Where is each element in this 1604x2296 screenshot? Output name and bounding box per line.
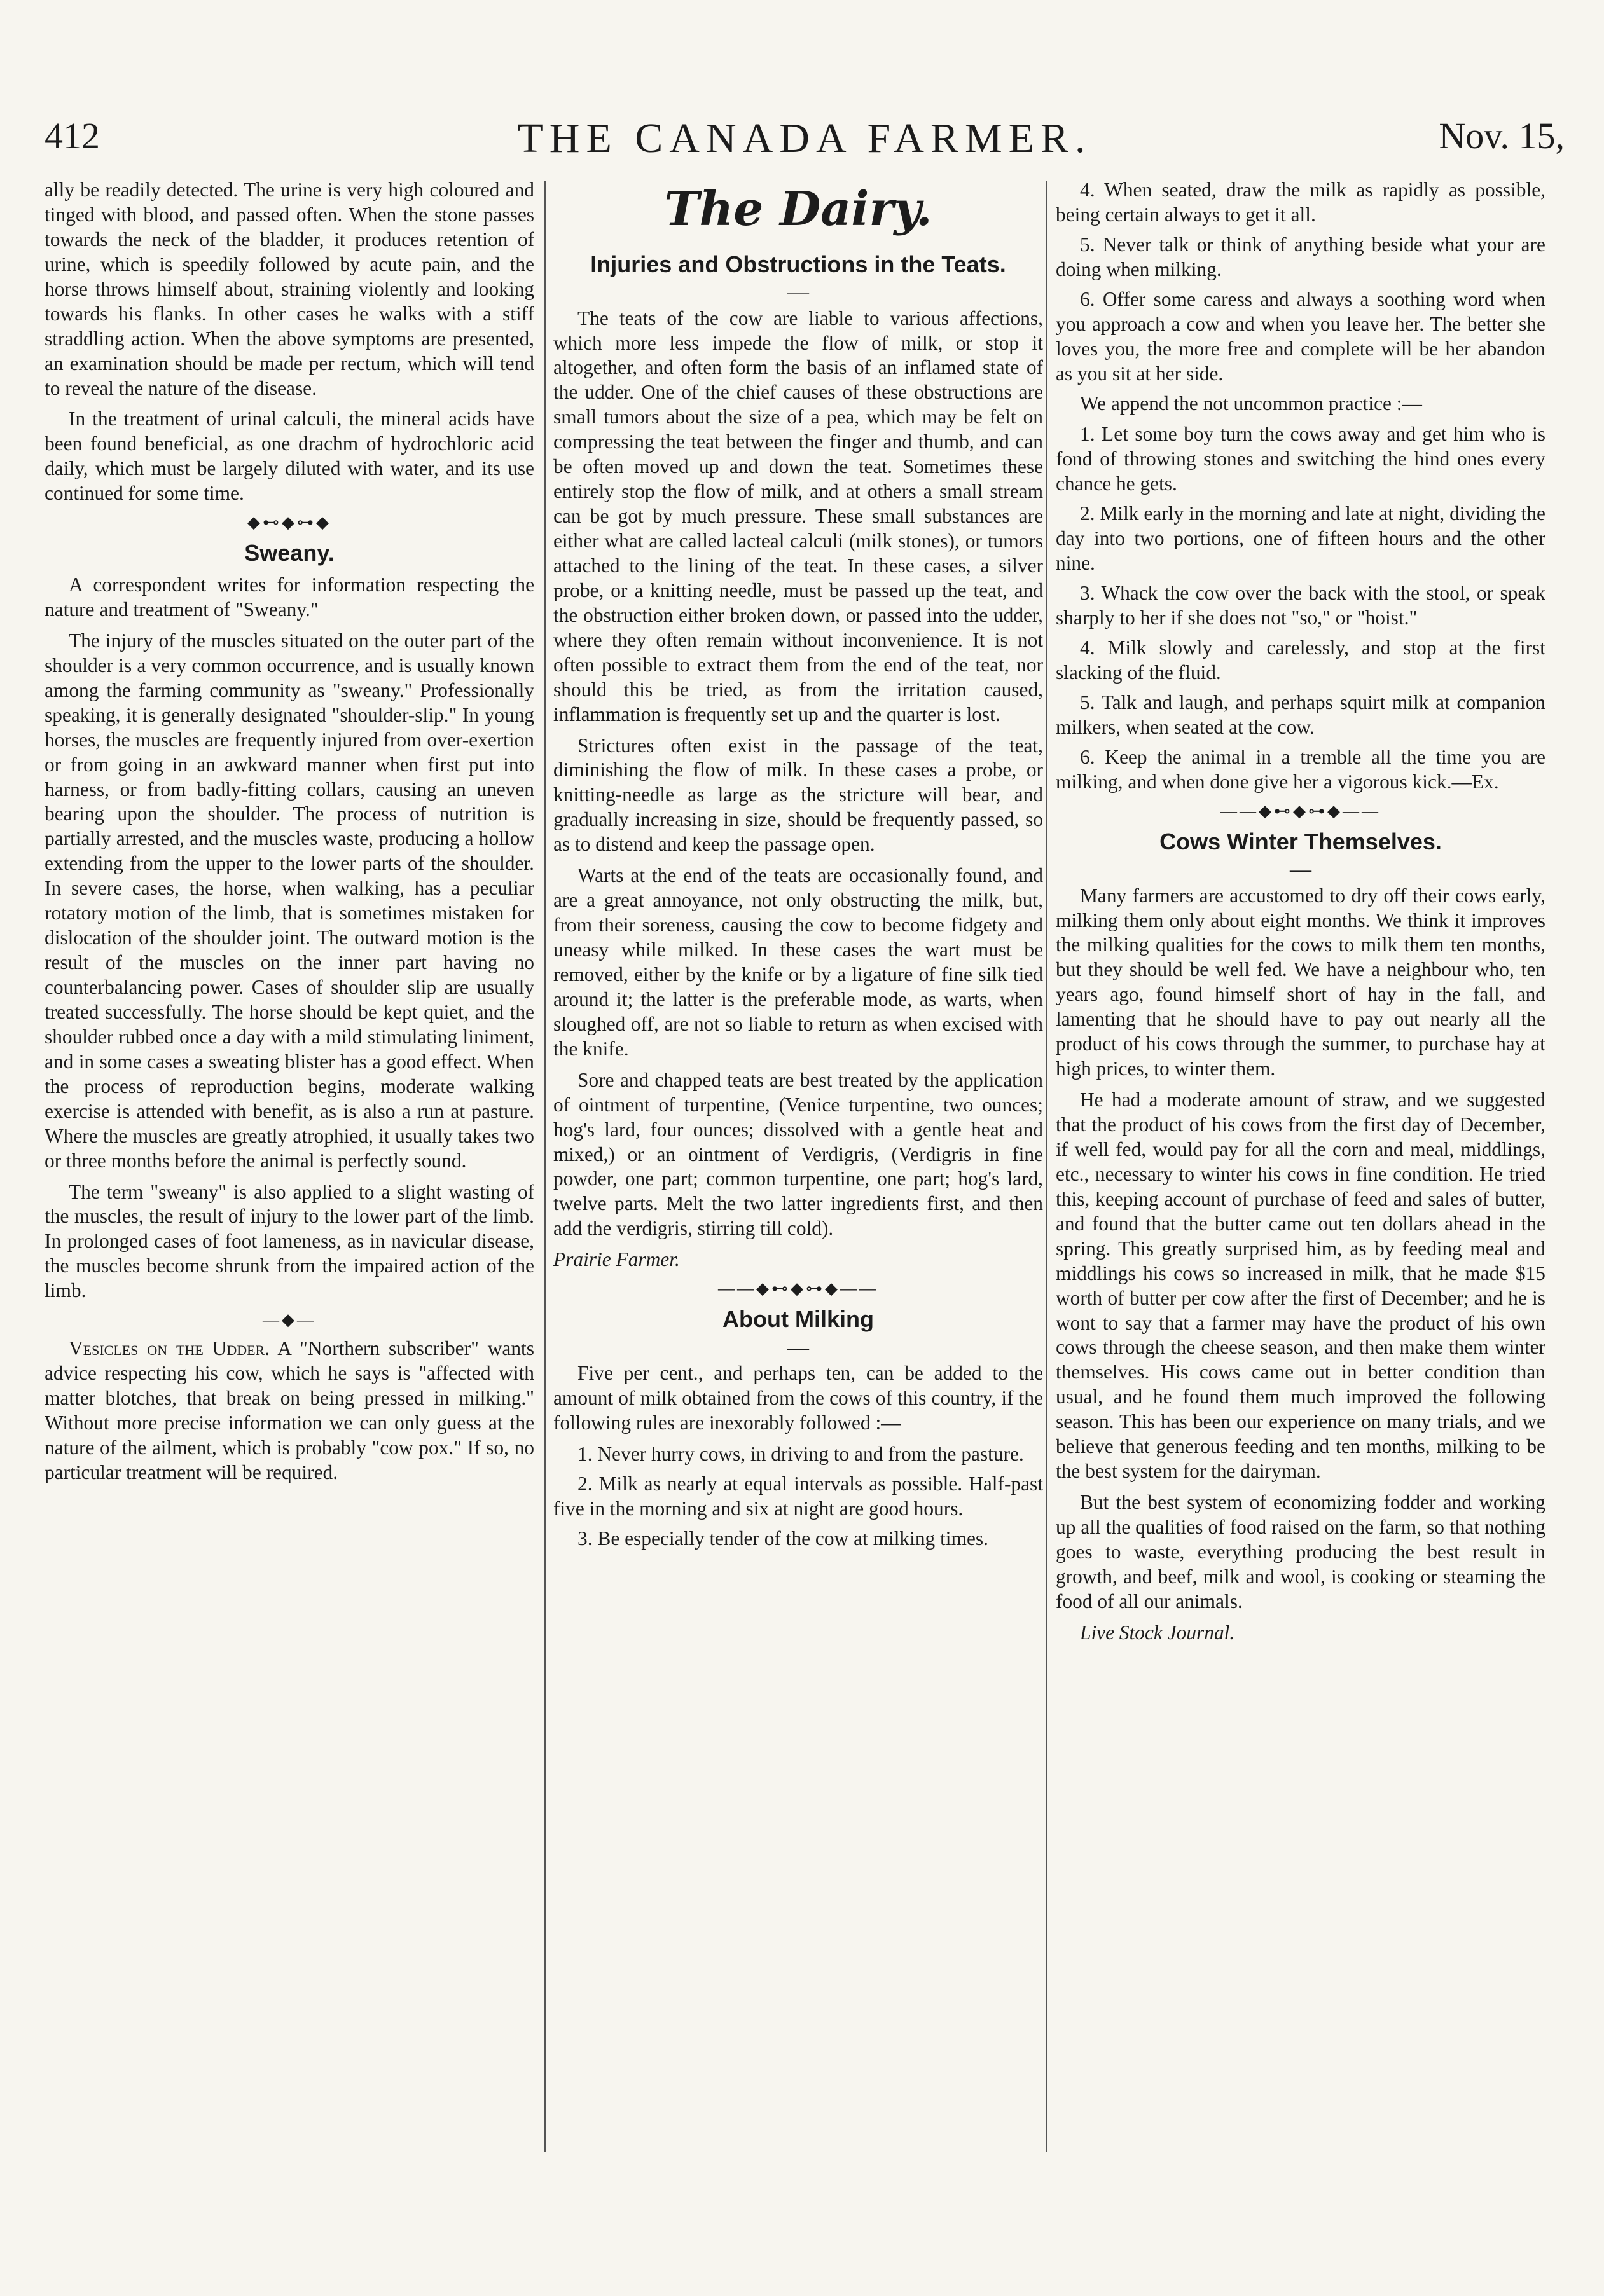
article-heading-milking: About Milking [722, 1306, 874, 1333]
list-item: 6. Offer some caress and always a soothing word when you approach a cow and when you leave her. The better she loves you, the more free and complete will be her abandon as you sit at her side. [1056, 287, 1545, 385]
list-item: 1. Never hurry cows, in driving to and from the pasture. [577, 1443, 1024, 1466]
section-title: The Dairy. [664, 182, 932, 237]
paragraph: The teats of the cow are liable to various affections, which more less impede the flow of milk, or stop it altogether, and often form the basis of an inflamed state of the udder. One of the chief causes of these obstructions are small tumors about the size of a pea, which may be felt on compressing the teat between the finger and thumb, and can be often moved up and down the teat. Sometimes these entirely stop the flow of milk, and at others a small stream can be got by much pressure. These small substances are either what are called lacteal calculi (milk stones), or tumors attached to the lining of the teat. In these cases, a silver probe, or a knitting needle, must be passed up the teat, and the obstruction either broken down, or passed into the udder, where they often remain without inconvenience. It is not often possible to extract them from the end of the teat, nor should this be tried, as from the irritation caused, inflammation is frequently set up and the quarter is lost. [553, 306, 1043, 725]
column-3 [1056, 178, 1545, 1652]
paragraph: Sore and chapped teats are best treated by the application of ointment of turpentine, (Venice turpentine, two ounces; hog's lard, four ounces; dissolved with a gentle heat and mixed,) or an ointment of Verdigris, (Verdigris in fine powder, one part; common turpentine, one part; hog's lard, twelve parts. Melt the two latter ingredients first, and then add the verdigris, stirring till cold). [553, 1068, 1043, 1240]
paragraph: But the best system of economizing fodder and working up all the qualities of food raised on the farm, so that nothing goes to waste, everything producing the best result in growth, and beef, milk and wool, is cooking or steaming the food of all our animals. [1056, 1491, 1545, 1612]
article-heading-cows-winter: Cows Winter Themselves. [1159, 828, 1442, 855]
short-rule: — [1290, 858, 1311, 882]
paragraph: The term "sweany" is also applied to a slight wasting of the muscles, the result of injury to the lower part of the limb. In prolonged cases of foot lameness, as in navicular disease, the muscles become shrunk from the impaired action of the limb. [45, 1180, 534, 1302]
bad-practice-list [1056, 422, 1545, 794]
list-item: 3. Be especially tender of the cow at milking times. [577, 1527, 988, 1550]
paragraph: A correspondent writes for information respecting the nature and treatment of "Sweany." [45, 574, 534, 621]
ornament-divider: ——◆⊷◆⊶◆—— [1220, 801, 1381, 820]
paragraph: In the treatment of urinal calculi, the mineral acids have been found beneficial, as one drachm of hydrochloric acid daily, which must be largely diluted with water, and its use continued for some time. [45, 408, 534, 505]
masthead-title: THE CANADA FARMER. [517, 115, 1092, 162]
milking-rules-list-continued [1056, 178, 1545, 387]
column-rule [1046, 181, 1047, 2152]
page-number: 412 [45, 115, 100, 156]
list-item: 1. Let some boy turn the cows away and get him who is fond of throwing stones and switching the hind ones every chance he gets. [1056, 423, 1545, 495]
issue-date: Nov. 15, [1439, 115, 1565, 156]
list-item: 3. Whack the cow over the back with the stool, or speak sharply to her if she does not "so," or "hoist." [1056, 582, 1545, 629]
list-item: 5. Talk and laugh, and perhaps squirt milk at companion milkers, when seated at the cow. [1056, 691, 1545, 738]
list-item: 5. Never talk or think of anything beside what your are doing when milking. [1056, 233, 1545, 280]
list-item: 4. When seated, draw the milk as rapidly as possible, being certain always to get it all. [1056, 179, 1545, 226]
list-item: 4. Milk slowly and carelessly, and stop at the first slacking of the fluid. [1056, 636, 1545, 684]
ornament-divider: ——◆⊷◆⊶◆—— [718, 1279, 878, 1298]
paragraph-body: A "Northern subscriber" wants advice respecting his cow, which he says is "affected with matter blotches, that break on being pressed in milking." Without more precise information we can only guess at the nature of the ailment, which is probably "cow pox." If so, no particular treatment will be required. [45, 1337, 534, 1484]
list-item: 6. Keep the animal in a tremble all the time you are milking, and when done give her a vigorous kick.—Ex. [1056, 745, 1545, 793]
ornament-divider: ◆⊷◆⊶◆ [247, 513, 331, 532]
paragraph: Five per cent., and perhaps ten, can be added to the amount of milk obtained from the cows of this country, if the following rules are inexorably followed :— [553, 1362, 1043, 1434]
list-item: 2. Milk as nearly at equal intervals as possible. Half-past five in the morning and six at night are good hours. [553, 1472, 1043, 1520]
paragraph: We append the not uncommon practice :— [1080, 392, 1422, 415]
article-heading-sweany: Sweany. [244, 540, 335, 567]
paragraph: Strictures often exist in the passage of the teat, diminishing the flow of milk. In these cases a probe, or knitting-needle as large as the stricture will bear, and gradually increasing in size, should be frequently passed, so as to distend and keep the passage open. [553, 734, 1043, 856]
paragraph: He had a moderate amount of straw, and we suggested that the product of his cows from the first day of December, if well fed, would pay for all the corn and meal, middlings, etc., necessary to winter his cows in fine condition. He tried this, keeping account of purchase of feed and sales of butter, and found that the butter came out ten dollars ahead in the spring. This greatly surprised him, as by feeding meal and middlings his cows so increased in milk, that he made $15 worth of butter per cow after the first of December; and he is wont to say that a farmer may have the product of his own cows through the cheese season, and then make them winter themselves. His cows came out in better condition than usual, and he found them much improved the following season. This has been our experience on many trials, and we believe that generous feeding and ten months, milking to be the best system for the dairyman. [1056, 1089, 1545, 1483]
run-in-heading: Vesicles on the Udder. [69, 1337, 270, 1360]
short-rule: — [787, 1336, 809, 1360]
paragraph: Many farmers are accustomed to dry off their cows early, milking them only about eight months. We think it improves the milking qualities for the cows to milk them ten months, but they should be well fed. We have a neighbour who, ten years ago, found himself short of hay in the fall, and lamenting that he should have to pay out nearly all the product of his cows through the summer, to purchase hay at high prices, to winter them. [1056, 884, 1545, 1080]
source-credit: Prairie Farmer. [553, 1248, 680, 1271]
paragraph: Warts at the end of the teats are occasionally found, and are a great annoyance, not only obstructing the milk, but, from their soreness, causing the cow to become fidgety and uneasy while milked. In these cases the wart must be removed, either by the knife or by a ligature of fine silk tied around it; the latter is the preferable mode, as warts, when sloughed off, are not so liable to return as when excised with the knife. [553, 864, 1043, 1060]
ornament-divider: —◆— [263, 1310, 316, 1330]
list-item: 2. Milk early in the morning and late at night, dividing the day into two portions, one of fifteen hours and the other nine. [1056, 502, 1545, 575]
column-1 [45, 178, 534, 1492]
milking-rules-list [553, 1442, 1043, 1551]
paragraph: ally be readily detected. The urine is very high coloured and tinged with blood, and passed often. When the stone passes towards the neck of the bladder, it produces retention of urine, which is speedily followed by acute pain, and the horse throws himself about, straining violently and looking towards his flanks. In other cases he walks with a stiff straddling action. When the above symptoms are presented, an examination should be made per rectum, which will tend to reveal the nature of the disease. [45, 179, 534, 399]
article-heading-teats: Injuries and Obstructions in the Teats. [590, 251, 1006, 277]
paragraph: The injury of the muscles situated on the outer part of the shoulder is a very common occurrence, and is usually known among the farming community as "sweany." Professionally speaking, it is generally designated "shoulder-slip." In young horses, the muscles are frequently injured from over-exertion or from going in an awkward manner when first put into harness, or from badly-fitting collars, causing an uneven bearing upon the shoulder. The process of nutrition is partially arrested, and the muscles waste, producing a hollow extending from the upper to the lower parts of the shoulder. In severe cases, the horse, when walking, has a peculiar rotatory motion of the limb, that is sometimes mistaken for dislocation of the shoulder joint. The outward motion is the result of the muscles on the inner part having no counterbalancing power. Cases of shoulder slip are usually treated successfully. The horse should be kept quiet, and the shoulder rubbed once a day with a mild stimulating liniment, and in some cases a sweating blister has a good effect. When the process of reproduction begins, moderate walking exercise is attended with benefit, as is also a run at pasture. Where the muscles are greatly atrophied, it usually takes two or three months before the animal is perfectly sound. [45, 629, 534, 1172]
page-header [45, 114, 1565, 172]
short-rule: — [787, 280, 809, 305]
paragraph-vesicles [45, 1337, 534, 1485]
source-credit: Live Stock Journal. [1080, 1621, 1235, 1644]
column-2 [553, 178, 1043, 1557]
column-rule [544, 181, 546, 2152]
